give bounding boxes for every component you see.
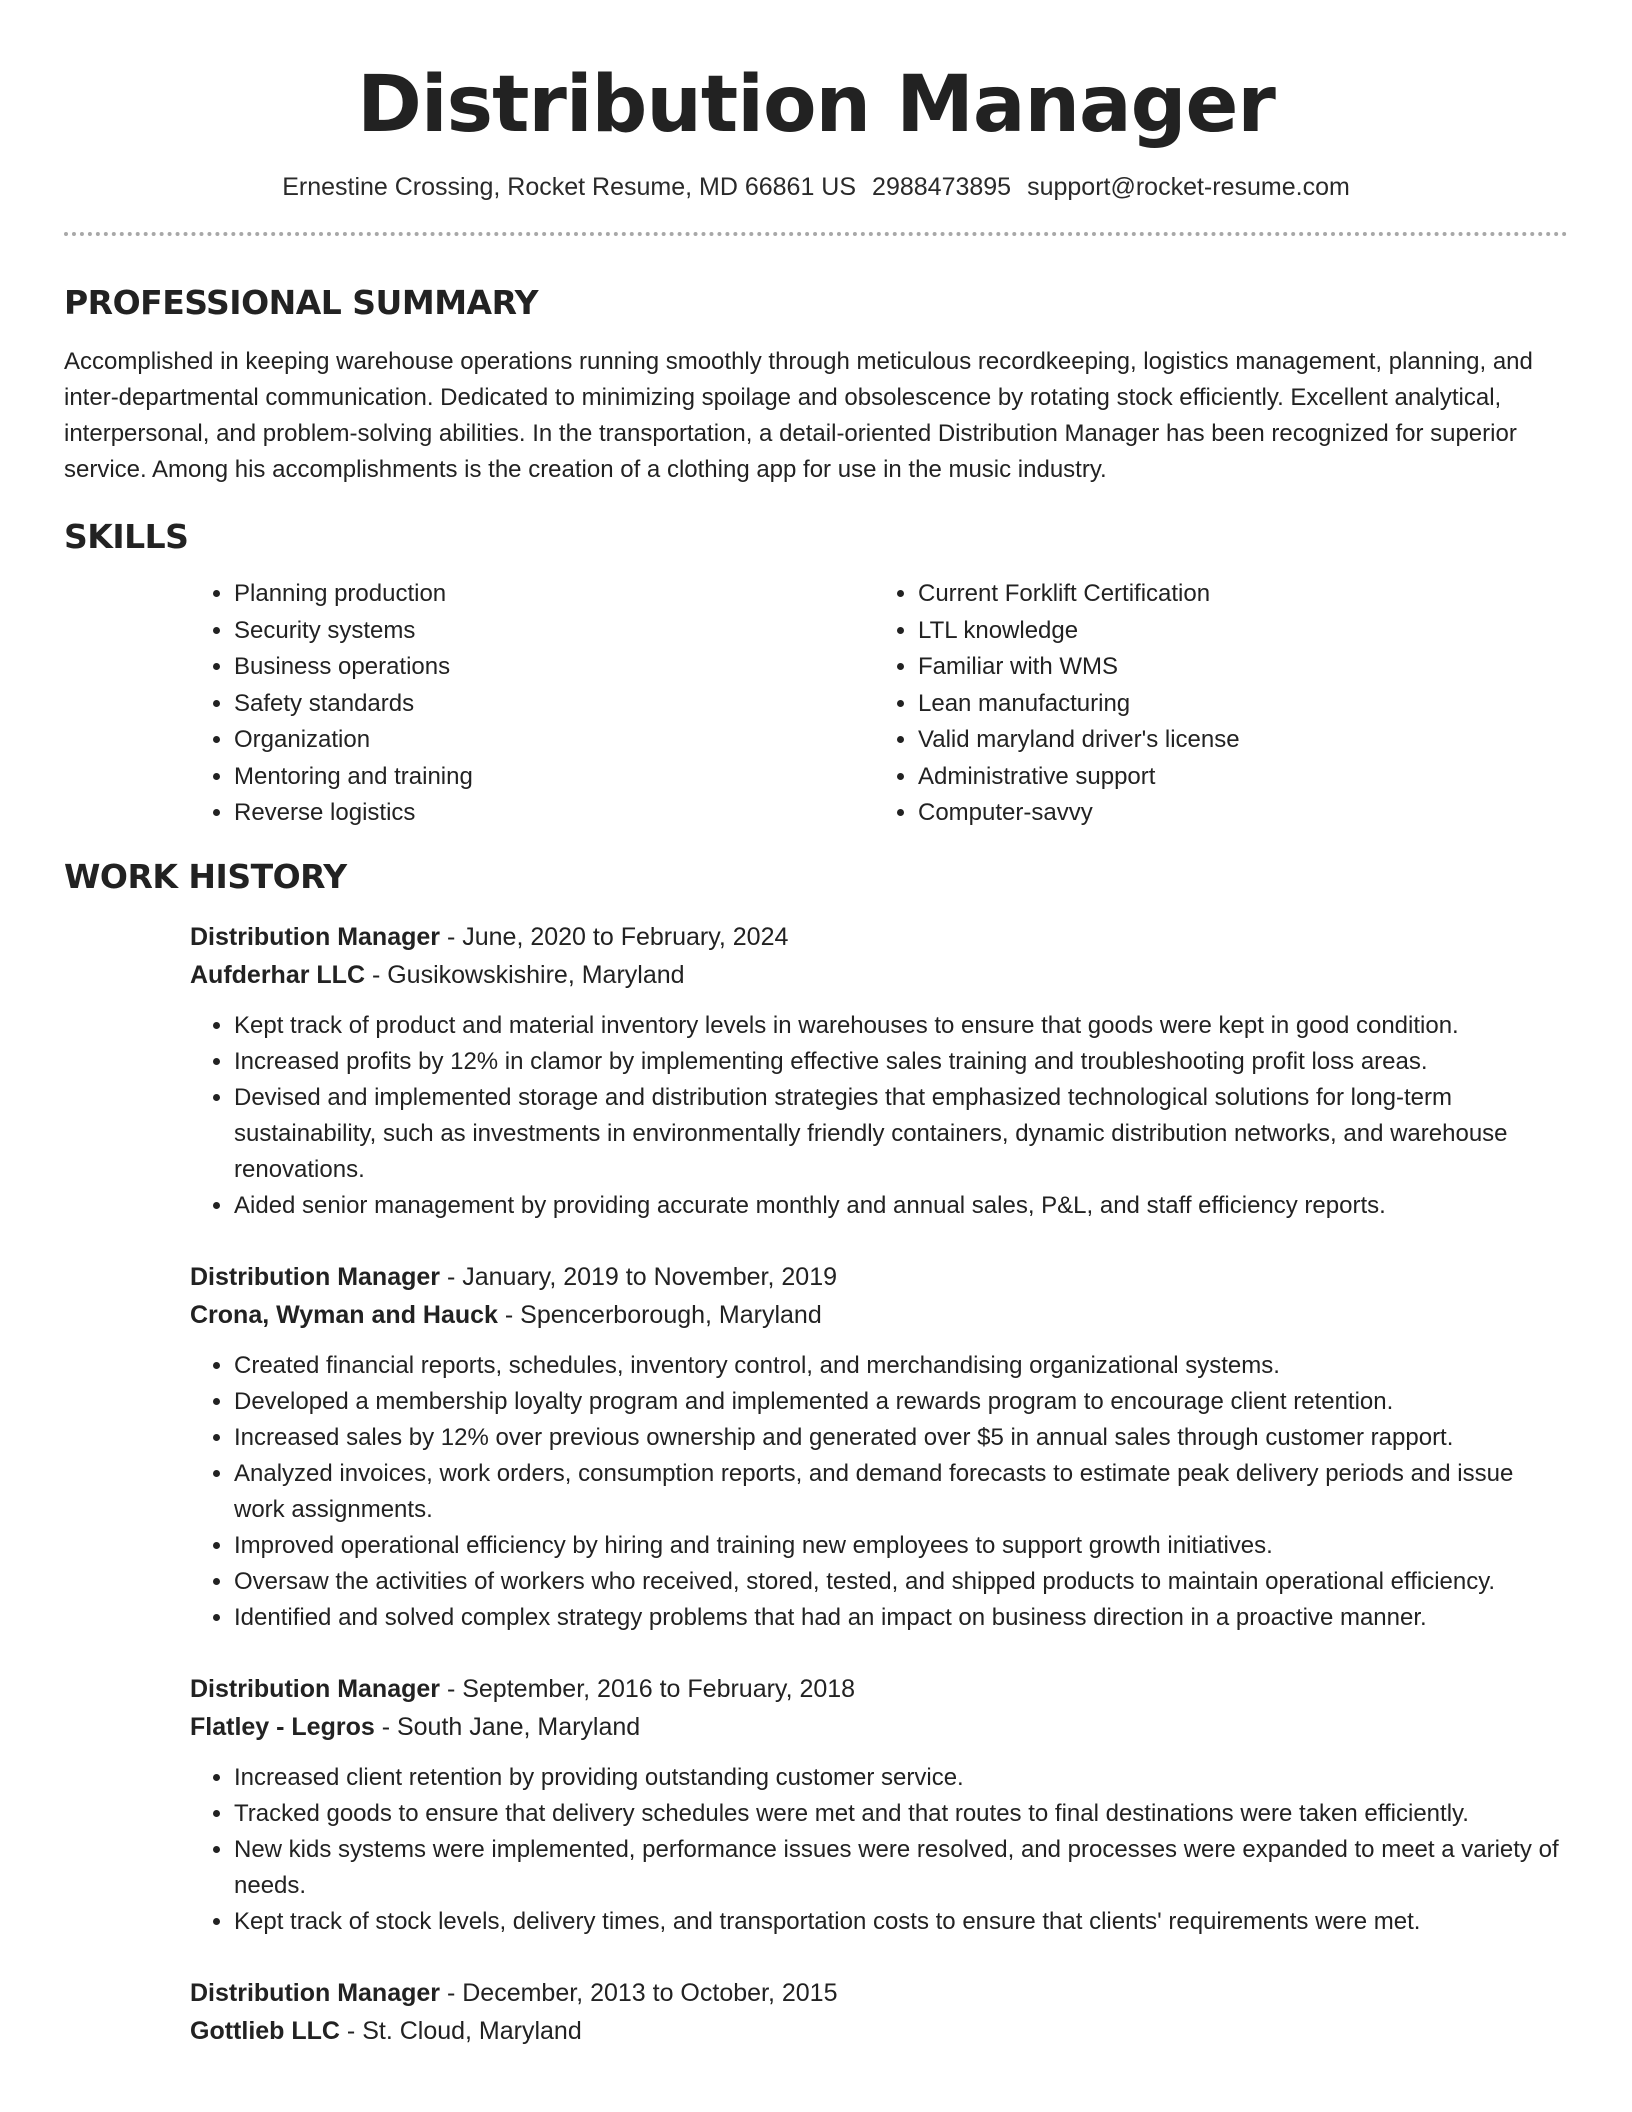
job-dates: - January, 2019 to November, 2019	[440, 1262, 838, 1291]
job-company-line	[190, 2012, 1568, 2050]
job-bullet: • Increased client retention by providing outstanding customer service.	[234, 1760, 1568, 1796]
job-bullets	[190, 1348, 1568, 1636]
skill-item: • Current Forklift Certification	[918, 576, 1552, 613]
job-title-line	[190, 1670, 1568, 1708]
job-location: - Gusikowskishire, Maryland	[365, 960, 685, 989]
job-bullet: • Kept track of stock levels, delivery times, and transportation costs to ensure that clients' requirements were met.	[234, 1904, 1568, 1940]
job-company: Crona, Wyman and Hauck	[190, 1300, 498, 1329]
skill-item: • Lean manufacturing	[918, 686, 1552, 723]
skill-item: • Valid maryland driver's license	[918, 722, 1552, 759]
job-bullet: • Improved operational efficiency by hiring and training new employees to support growth initiatives.	[234, 1528, 1568, 1564]
job-entry	[190, 1670, 1568, 1940]
header-divider	[64, 232, 1568, 236]
job-title-line	[190, 918, 1568, 956]
skills-column-right	[868, 576, 1552, 832]
job-company-line	[190, 956, 1568, 994]
skills-column-left	[190, 576, 868, 832]
skill-item: • Organization	[234, 722, 868, 759]
job-dates: - September, 2016 to February, 2018	[440, 1674, 856, 1703]
skill-item: • Mentoring and training	[234, 759, 868, 796]
skill-item: • Reverse logistics	[234, 795, 868, 832]
job-bullet: • Aided senior management by providing accurate monthly and annual sales, P&L, and staff efficiency reports.	[234, 1188, 1568, 1224]
job-dates: - December, 2013 to October, 2015	[440, 1978, 838, 2007]
job-location: - Spencerborough, Maryland	[497, 1300, 822, 1329]
job-company: Gottlieb LLC	[190, 2016, 340, 2045]
job-bullets	[190, 1008, 1568, 1224]
skill-item: • Security systems	[234, 613, 868, 650]
job-bullet: • Created financial reports, schedules, inventory control, and merchandising organizational systems.	[234, 1348, 1568, 1384]
job-location: - South Jane, Maryland	[374, 1712, 641, 1741]
summary-text: Accomplished in keeping warehouse operations running smoothly through meticulous recordkeeping, logistics management, planning, and inter-departmental communication. Dedicated to minimizing spoilage and obsolescence by rotating stock efficiently. Excellent analytical, interpersonal, and problem-solving abilities. In the transportation, a detail-oriented Distribution Manager has been recognized for superior service. Among his accomplishments is the creation of a clothing app for use in the music industry.	[64, 348, 1533, 483]
job-company-line	[190, 1296, 1568, 1334]
summary-heading: PROFESSIONAL SUMMARY	[64, 283, 539, 322]
resume-name: Distribution Manager	[357, 60, 1275, 150]
job-title: Distribution Manager	[190, 922, 441, 951]
job-company: Aufderhar LLC	[190, 960, 365, 989]
job-title-line	[190, 1258, 1568, 1296]
skills-list	[190, 576, 1568, 832]
contact-address: Ernestine Crossing, Rocket Resume, MD 66861 US	[282, 173, 857, 201]
skill-item: • Computer-savvy	[918, 795, 1552, 832]
job-title: Distribution Manager	[190, 1674, 441, 1703]
skill-item: • Business operations	[234, 649, 868, 686]
skill-item: • Familiar with WMS	[918, 649, 1552, 686]
skill-item: • Planning production	[234, 576, 868, 613]
job-title: Distribution Manager	[190, 1262, 441, 1291]
skill-item: • LTL knowledge	[918, 613, 1552, 650]
skills-heading: SKILLS	[64, 517, 189, 556]
skill-item: • Safety standards	[234, 686, 868, 723]
skill-item: • Administrative support	[918, 759, 1552, 796]
job-bullet: • Oversaw the activities of workers who received, stored, tested, and shipped products to maintain operational efficiency.	[234, 1564, 1568, 1600]
resume-page	[64, 0, 1568, 2050]
job-bullet: • New kids systems were implemented, performance issues were resolved, and processes were expanded to meet a variety of needs.	[234, 1832, 1568, 1904]
contact-line	[64, 170, 1568, 204]
job-entry	[190, 918, 1568, 1224]
job-bullet: • Increased sales by 12% over previous ownership and generated over $5 in annual sales through customer rapport.	[234, 1420, 1568, 1456]
job-title: Distribution Manager	[190, 1978, 441, 2007]
work-history-heading: WORK HISTORY	[64, 856, 347, 896]
job-bullet: • Analyzed invoices, work orders, consumption reports, and demand forecasts to estimate peak delivery periods and issue work assignments.	[234, 1456, 1568, 1528]
contact-email[interactable]: support@rocket-resume.com	[1027, 173, 1350, 201]
job-bullet: • Increased profits by 12% in clamor by implementing effective sales training and troubleshooting profit loss areas.	[234, 1044, 1568, 1080]
job-bullet: • Identified and solved complex strategy problems that had an impact on business direction in a proactive manner.	[234, 1600, 1568, 1636]
job-bullet: • Devised and implemented storage and distribution strategies that emphasized technological solutions for long-term sustainability, such as investments in environmentally friendly containers, dynamic distribution networks, and warehouse renovations.	[234, 1080, 1568, 1188]
job-company: Flatley - Legros	[190, 1712, 375, 1741]
work-history-list	[190, 918, 1568, 2050]
job-company-line	[190, 1708, 1568, 1746]
job-dates: - June, 2020 to February, 2024	[440, 922, 789, 951]
contact-phone: 2988473895	[872, 173, 1012, 201]
job-location: - St. Cloud, Maryland	[339, 2016, 582, 2045]
job-bullet: • Kept track of product and material inventory levels in warehouses to ensure that goods were kept in good condition.	[234, 1008, 1568, 1044]
job-title-line	[190, 1974, 1568, 2012]
job-bullet: • Developed a membership loyalty program and implemented a rewards program to encourage client retention.	[234, 1384, 1568, 1420]
job-entry	[190, 1974, 1568, 2050]
job-entry	[190, 1258, 1568, 1636]
job-bullets	[190, 1760, 1568, 1940]
job-bullet: • Tracked goods to ensure that delivery schedules were met and that routes to final destinations were taken efficiently.	[234, 1796, 1568, 1832]
